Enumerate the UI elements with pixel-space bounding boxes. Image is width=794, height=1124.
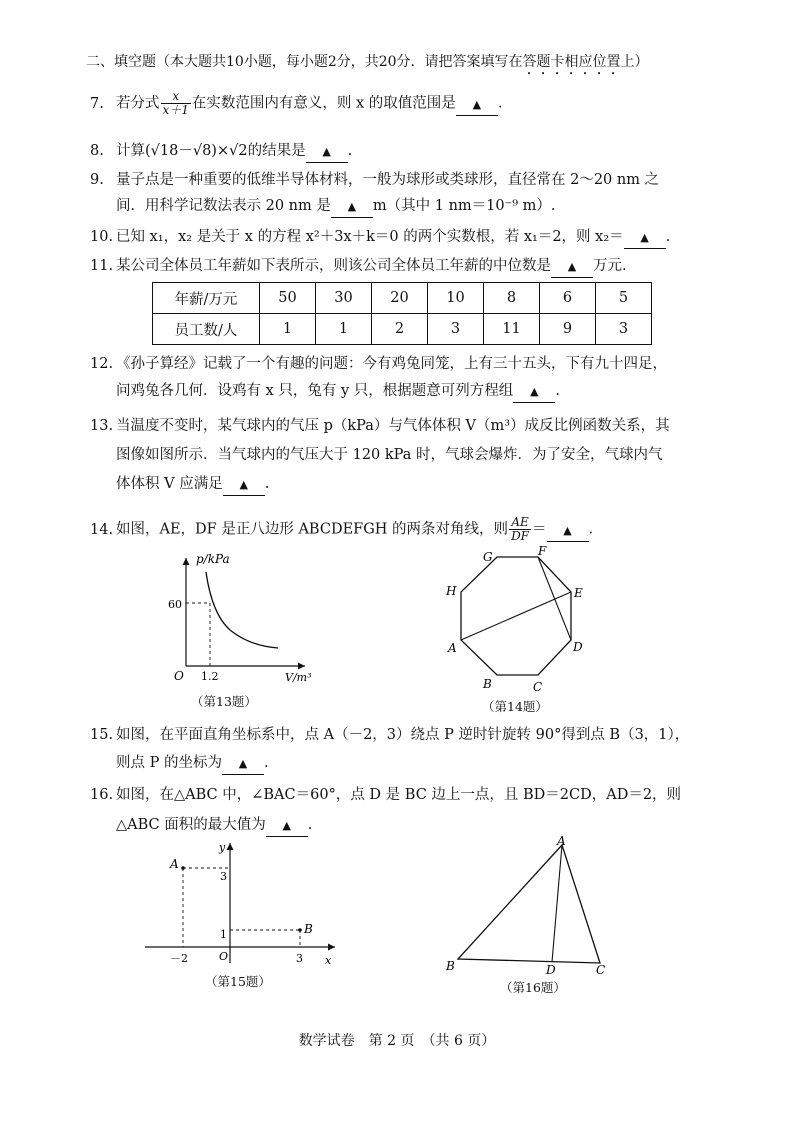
table-row-header: 员工数/人 <box>153 314 260 345</box>
question-9-line2 <box>116 196 556 218</box>
answer-blank <box>266 815 308 837</box>
triangle-icon: ▲ <box>530 385 539 398</box>
x-axis-label: V/m³ <box>285 671 312 684</box>
question-text: 计算(√18－√8)×√2的结果是 <box>116 143 306 159</box>
table-cell: 11 <box>484 314 540 345</box>
question-text: m（其中 1 nm＝10⁻⁹ m）. <box>372 198 556 214</box>
answer-blank <box>222 753 264 775</box>
question-text: 体体积 V 应满足 <box>116 476 223 492</box>
diagonal-df <box>538 557 571 640</box>
y-tick-label: 1 <box>220 928 227 941</box>
question-7 <box>90 90 502 117</box>
table-cell: 20 <box>372 283 428 314</box>
question-text: . <box>264 476 270 492</box>
table-cell: 6 <box>540 283 596 314</box>
answer-blank <box>223 474 265 496</box>
question-10 <box>90 227 670 249</box>
answer-blank <box>513 381 555 403</box>
vertex-label-a: A <box>557 835 566 848</box>
question-15 <box>90 725 689 745</box>
y-axis-label: y <box>219 841 226 854</box>
question-text: △ABC 面积的最大值为 <box>116 817 266 833</box>
vertex-label-b: B <box>446 959 455 973</box>
table-cell: 8 <box>484 283 540 314</box>
question-number: 16. <box>90 787 114 803</box>
question-text: 《孙子算经》记载了一个有趣的问题：今有鸡兔同笼，上有三十五头，下有九十四足， <box>116 356 667 372</box>
inverse-curve <box>206 572 278 648</box>
question-text: 量子点是一种重要的低维半导体材料，一般为球形或类球形，直径常在 2～20 nm 之 <box>116 172 660 188</box>
point-b <box>298 928 302 932</box>
answer-blank <box>624 227 666 249</box>
question-text: 图像如图所示．当气球内的气压大于 120 kPa 时，气球会爆炸．为了安全，气球内气 <box>116 447 663 463</box>
x-axis-label: x <box>325 954 332 967</box>
vertex-label-d: D <box>546 963 556 975</box>
vertex-label-h: H <box>446 584 457 598</box>
page-footer: 数学试卷 第 2 页 （共 6 页） <box>298 1033 496 1049</box>
question-text: 如图，在平面直角坐标系中，点 A（－2，3）绕点 P 逆时针旋转 90°得到点 B（3，1）， <box>116 727 690 743</box>
question-text: 间．用科学记数法表示 20 nm 是 <box>116 198 331 214</box>
question-text: . <box>555 383 560 399</box>
figure-14-octagon <box>440 545 600 695</box>
question-text: 问鸡兔各几何．设鸡有 x 只，兔有 y 只，根据题意可列方程组 <box>116 383 514 399</box>
question-text: 某公司全体员工年薪如下表所示，则该公司全体员工年薪的中位数是 <box>116 258 551 274</box>
answer-blank <box>551 256 593 278</box>
question-16-line2 <box>116 815 312 837</box>
fraction-numerator: AE <box>509 516 531 530</box>
x-tick-label: 1.2 <box>201 670 219 683</box>
vertex-label-c: C <box>533 680 543 694</box>
triangle-icon: ▲ <box>640 231 649 244</box>
question-number: 15. <box>90 727 114 743</box>
table-cell: 1 <box>316 314 372 345</box>
question-14 <box>90 516 593 543</box>
section-emphasis: 答题卡相应位置 <box>522 54 621 70</box>
table-cell: 50 <box>260 283 316 314</box>
triangle-icon: ▲ <box>472 97 482 111</box>
question-13-line2 <box>116 445 663 465</box>
question-text: 如图，AE，DF 是正八边形 ABCDEFGH 的两条对角线，则 <box>116 521 509 538</box>
origin-label: O <box>174 669 184 683</box>
question-number: 12. <box>90 356 114 372</box>
question-number: 7. <box>90 95 104 112</box>
origin-label: O <box>219 950 229 963</box>
question-text: 则点 P 的坐标为 <box>116 755 222 771</box>
table-cell: 3 <box>596 314 652 345</box>
figure-15-coordinate-plane <box>140 838 340 968</box>
fraction-numerator: x <box>161 90 191 104</box>
figure-13-caption: （第13题） <box>191 694 257 709</box>
question-text: ＝ <box>532 521 547 538</box>
question-text: 当温度不变时，某气球内的气压 p（kPa）与气体体积 V（m³）成反比例函数关系，其 <box>116 418 670 434</box>
vertex-label-d: D <box>573 640 583 654</box>
question-15-line2 <box>116 753 269 775</box>
figure-16-caption: （第16题） <box>500 980 566 995</box>
point-b-label: B <box>304 922 313 936</box>
table-cell: 5 <box>596 283 652 314</box>
vertex-label-e: E <box>574 586 583 600</box>
table-cell: 3 <box>428 314 484 345</box>
question-number: 8. <box>90 143 104 159</box>
vertex-label-c: C <box>596 963 606 975</box>
triangle-icon: ▲ <box>567 260 577 273</box>
vertex-label-b: B <box>483 677 492 691</box>
section-header <box>86 52 649 78</box>
question-8 <box>90 141 352 163</box>
question-13 <box>90 416 670 436</box>
triangle-icon: ▲ <box>563 523 572 537</box>
triangle-icon: ▲ <box>282 819 291 832</box>
table-cell: 10 <box>428 283 484 314</box>
segment-ad <box>552 845 562 962</box>
section-title: 二、填空题（本大题共10小题，每小题2分，共20分．请把答案填写在 <box>86 54 523 70</box>
figure-13-graph <box>160 548 320 688</box>
point-a <box>181 866 185 870</box>
table-cell: 2 <box>372 314 428 345</box>
question-number: 11. <box>90 258 114 274</box>
question-12-line2 <box>116 381 560 403</box>
figure-14-caption: （第14题） <box>482 699 548 714</box>
triangle-icon: ▲ <box>239 478 248 491</box>
question-text: 若分式 <box>116 95 160 112</box>
question-11 <box>90 256 627 278</box>
table-cell: 30 <box>316 283 372 314</box>
question-13-line3 <box>116 474 269 496</box>
triangle-icon: ▲ <box>238 757 248 770</box>
answer-blank <box>331 196 373 218</box>
question-text: . <box>307 817 313 833</box>
y-tick-label: 60 <box>168 598 182 611</box>
table-cell: 1 <box>260 314 316 345</box>
fraction <box>509 516 531 543</box>
question-9 <box>90 170 659 190</box>
triangle-icon: ▲ <box>322 145 331 158</box>
figure-15-caption: （第15题） <box>205 974 271 989</box>
question-number: 14. <box>90 521 114 538</box>
question-text: . <box>347 143 353 159</box>
question-text: 在实数范围内有意义，则 x 的取值范围是 <box>191 95 456 112</box>
question-text: 万元. <box>593 258 627 274</box>
answer-blank <box>306 141 348 163</box>
table-row-header: 年薪/万元 <box>153 283 260 314</box>
fraction <box>161 90 191 117</box>
salary-table <box>152 282 652 345</box>
fraction-denominator: DF <box>511 529 530 543</box>
vertex-label-g: G <box>483 550 493 564</box>
triangle-icon: ▲ <box>347 200 357 213</box>
fraction-denominator: x＋1 <box>162 103 189 117</box>
answer-blank <box>456 94 498 116</box>
question-number: 9. <box>90 172 104 188</box>
vertex-label-f: F <box>538 545 547 558</box>
question-16 <box>90 785 681 805</box>
question-text: . <box>263 755 269 771</box>
figure-16-triangle <box>440 835 620 975</box>
y-tick-label: 3 <box>220 870 227 883</box>
question-text: . <box>665 229 671 245</box>
question-number: 13. <box>90 418 114 434</box>
question-number: 10. <box>90 229 114 245</box>
question-text: 已知 x₁，x₂ 是关于 x 的方程 x²＋3x＋k＝0 的两个实数根，若 x₁＝2，则 x₂＝ <box>116 229 624 245</box>
question-text: 如图，在△ABC 中，∠BAC＝60°，点 D 是 BC 边上一点，且 BD＝2CD，AD＝2，则 <box>116 787 682 803</box>
table-cell: 9 <box>540 314 596 345</box>
x-tick-label: －2 <box>170 952 188 965</box>
point-a-label: A <box>170 857 179 871</box>
question-text: . <box>588 521 594 538</box>
table-row <box>153 283 652 314</box>
x-tick-label: 3 <box>296 952 303 965</box>
question-text: . <box>497 95 503 112</box>
y-axis-label: p/kPa <box>196 552 230 566</box>
section-suffix: 上） <box>620 54 649 70</box>
vertex-label-a: A <box>448 641 457 655</box>
table-row <box>153 314 652 345</box>
answer-blank <box>547 520 589 542</box>
triangle-abc <box>458 845 600 963</box>
question-12 <box>90 354 667 374</box>
